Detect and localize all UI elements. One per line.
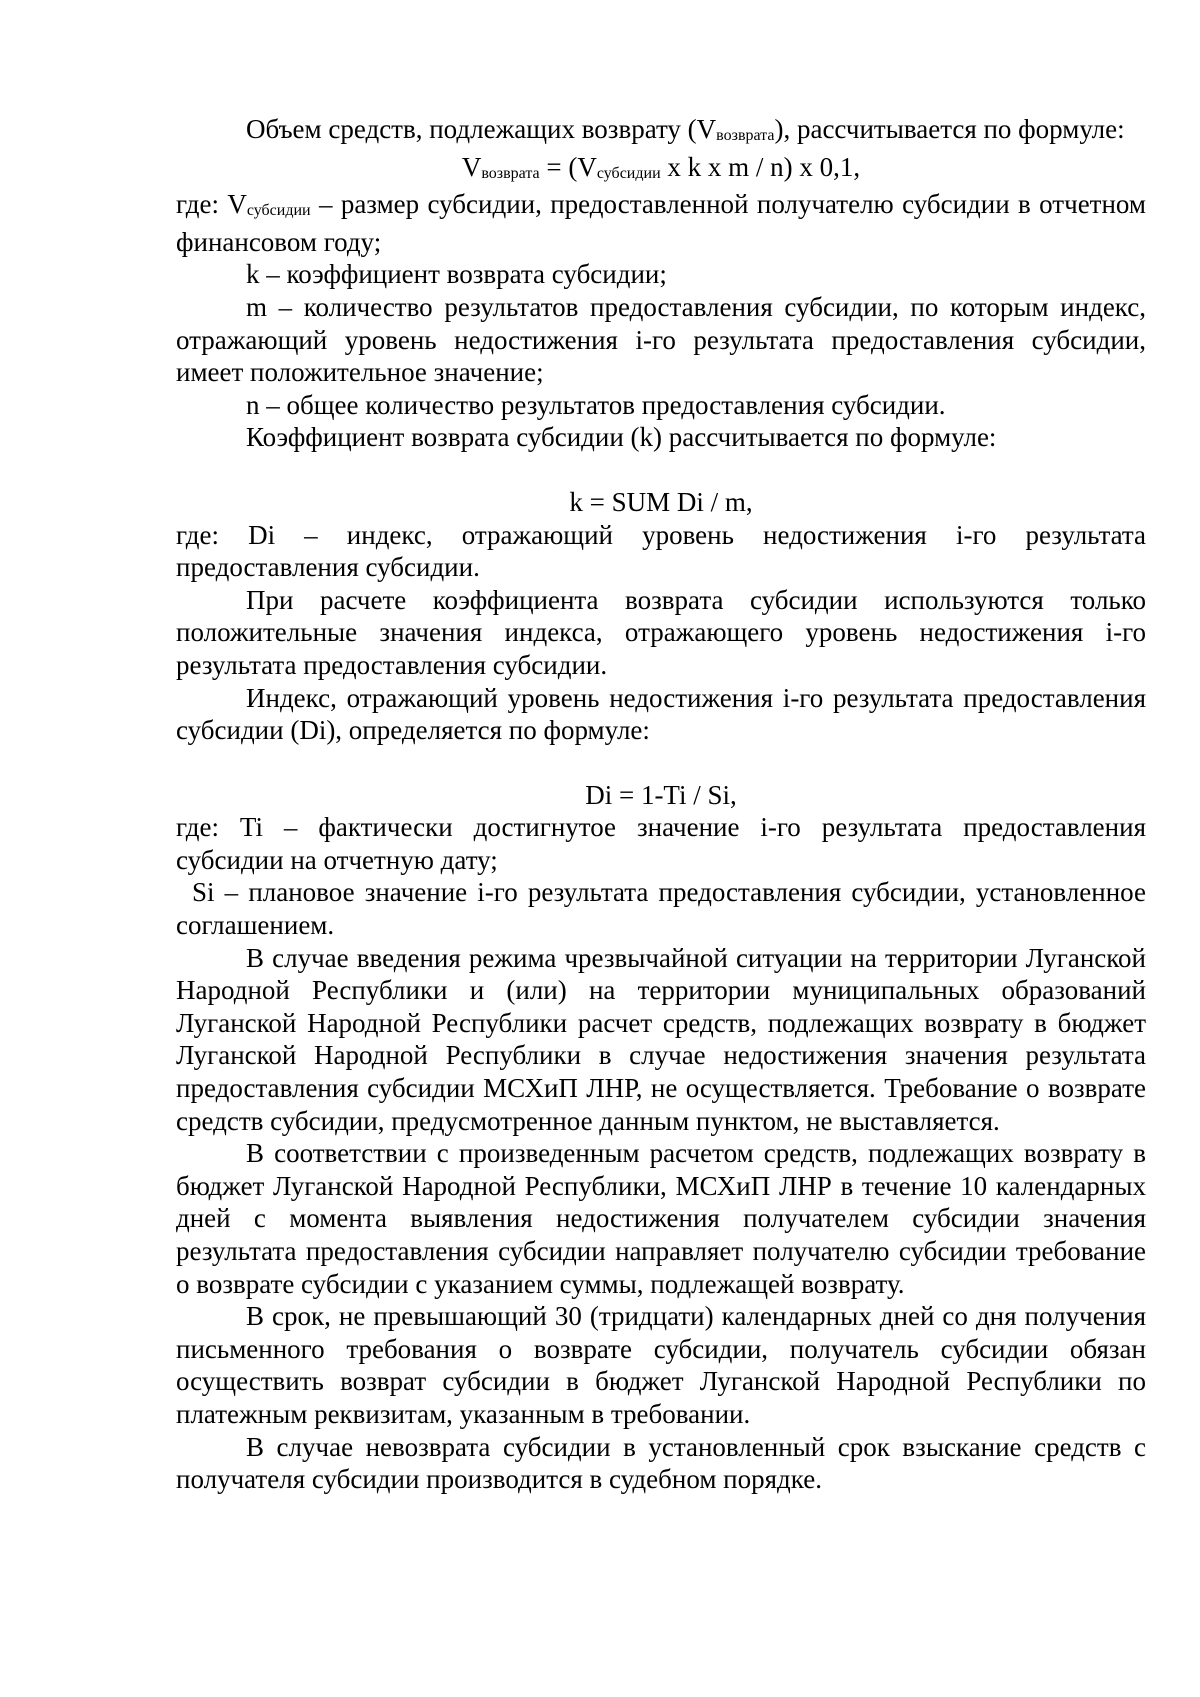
paragraph-emergency: В случае введения режима чрезвычайной ситуации на территории Луганской Народной Республики и (или) на территории муниципальных образований Луганской Народной Республики расчет средств, подлежащих возврату в бюджет Луганской Народной Республики в случае недостижения значения результата предоставления субсидии МСХиП ЛНР, не осуществляется. Требование о возврате средств субсидии, предусмотренное данным пунктом, не выставляется. — [176, 942, 1146, 1136]
subscript: субсидии — [246, 202, 311, 220]
spacer — [176, 747, 1146, 779]
paragraph-m-def: m – количество результатов предоставления субсидии, по которым индекс, отражающий уровень недостижения i-го результата предоставления субсидии, имеет положительное значение; — [176, 291, 1146, 388]
subscript: возврата — [716, 127, 775, 144]
formula-part: х k х m / n) х 0,1, — [660, 151, 861, 182]
text: – размер субсидии, предоставленной получателю субсидии в отчетном финансовом году; — [176, 189, 1146, 257]
subscript: возврата — [481, 164, 540, 182]
text: где: V — [176, 189, 247, 220]
text: Объем средств, подлежащих возврату (V — [246, 114, 717, 144]
paragraph-ti-def: где: Ti – фактически достигнутое значение i-го результата предоставления субсидии на отчетную дату; — [176, 812, 1146, 875]
paragraph-requirement: В соответствии с произведенным расчетом средств, подлежащих возврату в бюджет Луганской Народной Республики, МСХиП ЛНР в течение 10 календарных дней с момента выявления недостижения получателем субсидии значения результата предоставления субсидии направляет получателю субсидии требование о возврате субсидии с указанием суммы, подлежащей возврату. — [176, 1138, 1146, 1299]
paragraph-k-formula-intro: Коэффициент возврата субсидии (k) рассчитывается по формуле: — [246, 422, 997, 453]
paragraph-court: В случае невозврата субсидии в установленный срок взыскание средств с получателя субсидии производится в судебном порядке. — [176, 1431, 1146, 1495]
subscript: субсидии — [596, 164, 661, 182]
paragraph-vsubsidy-def — [176, 188, 1146, 258]
document-body — [176, 113, 1146, 1496]
paragraph-di-def: где: Di – индекс, отражающий уровень недостижения i-го результата предоставления субсидии. — [176, 519, 1146, 583]
spacer — [176, 454, 1146, 486]
paragraph-deadline: В срок, не превышающий 30 (тридцати) календарных дней со дня получения письменного требования о возврате субсидии, получатель субсидии обязан осуществить возврат субсидии в бюджет Луганской Народной Республики по платежным реквизитам, указанным в требовании. — [176, 1301, 1146, 1429]
formula-return-volume — [176, 151, 1146, 189]
text: ), рассчитывается по формуле: — [774, 114, 1125, 144]
paragraph-k-def: k – коэффициент возврата субсидии; — [246, 259, 667, 290]
paragraph-n-def: n – общее количество результатов предоставления субсидии. — [246, 389, 946, 420]
formula-di: Di = 1-Ti / Si, — [585, 779, 737, 810]
paragraph-si-def: Si – плановое значение i-го результата предоставления субсидии, установленное соглашением. — [176, 877, 1146, 941]
paragraph-di-formula-intro: Индекс, отражающий уровень недостижения i-го результата предоставления субсидии (Di), определяется по формуле: — [176, 682, 1146, 746]
formula-part: = (V — [539, 151, 597, 182]
paragraph-return-volume — [176, 113, 1146, 151]
formula-part: V — [461, 151, 482, 182]
paragraph-positive-values: При расчете коэффициента возврата субсидии используются только положительные значения индекса, отражающего уровень недостижения i-го результата предоставления субсидии. — [176, 584, 1146, 680]
formula-k: k = SUM Di / m, — [569, 486, 753, 517]
